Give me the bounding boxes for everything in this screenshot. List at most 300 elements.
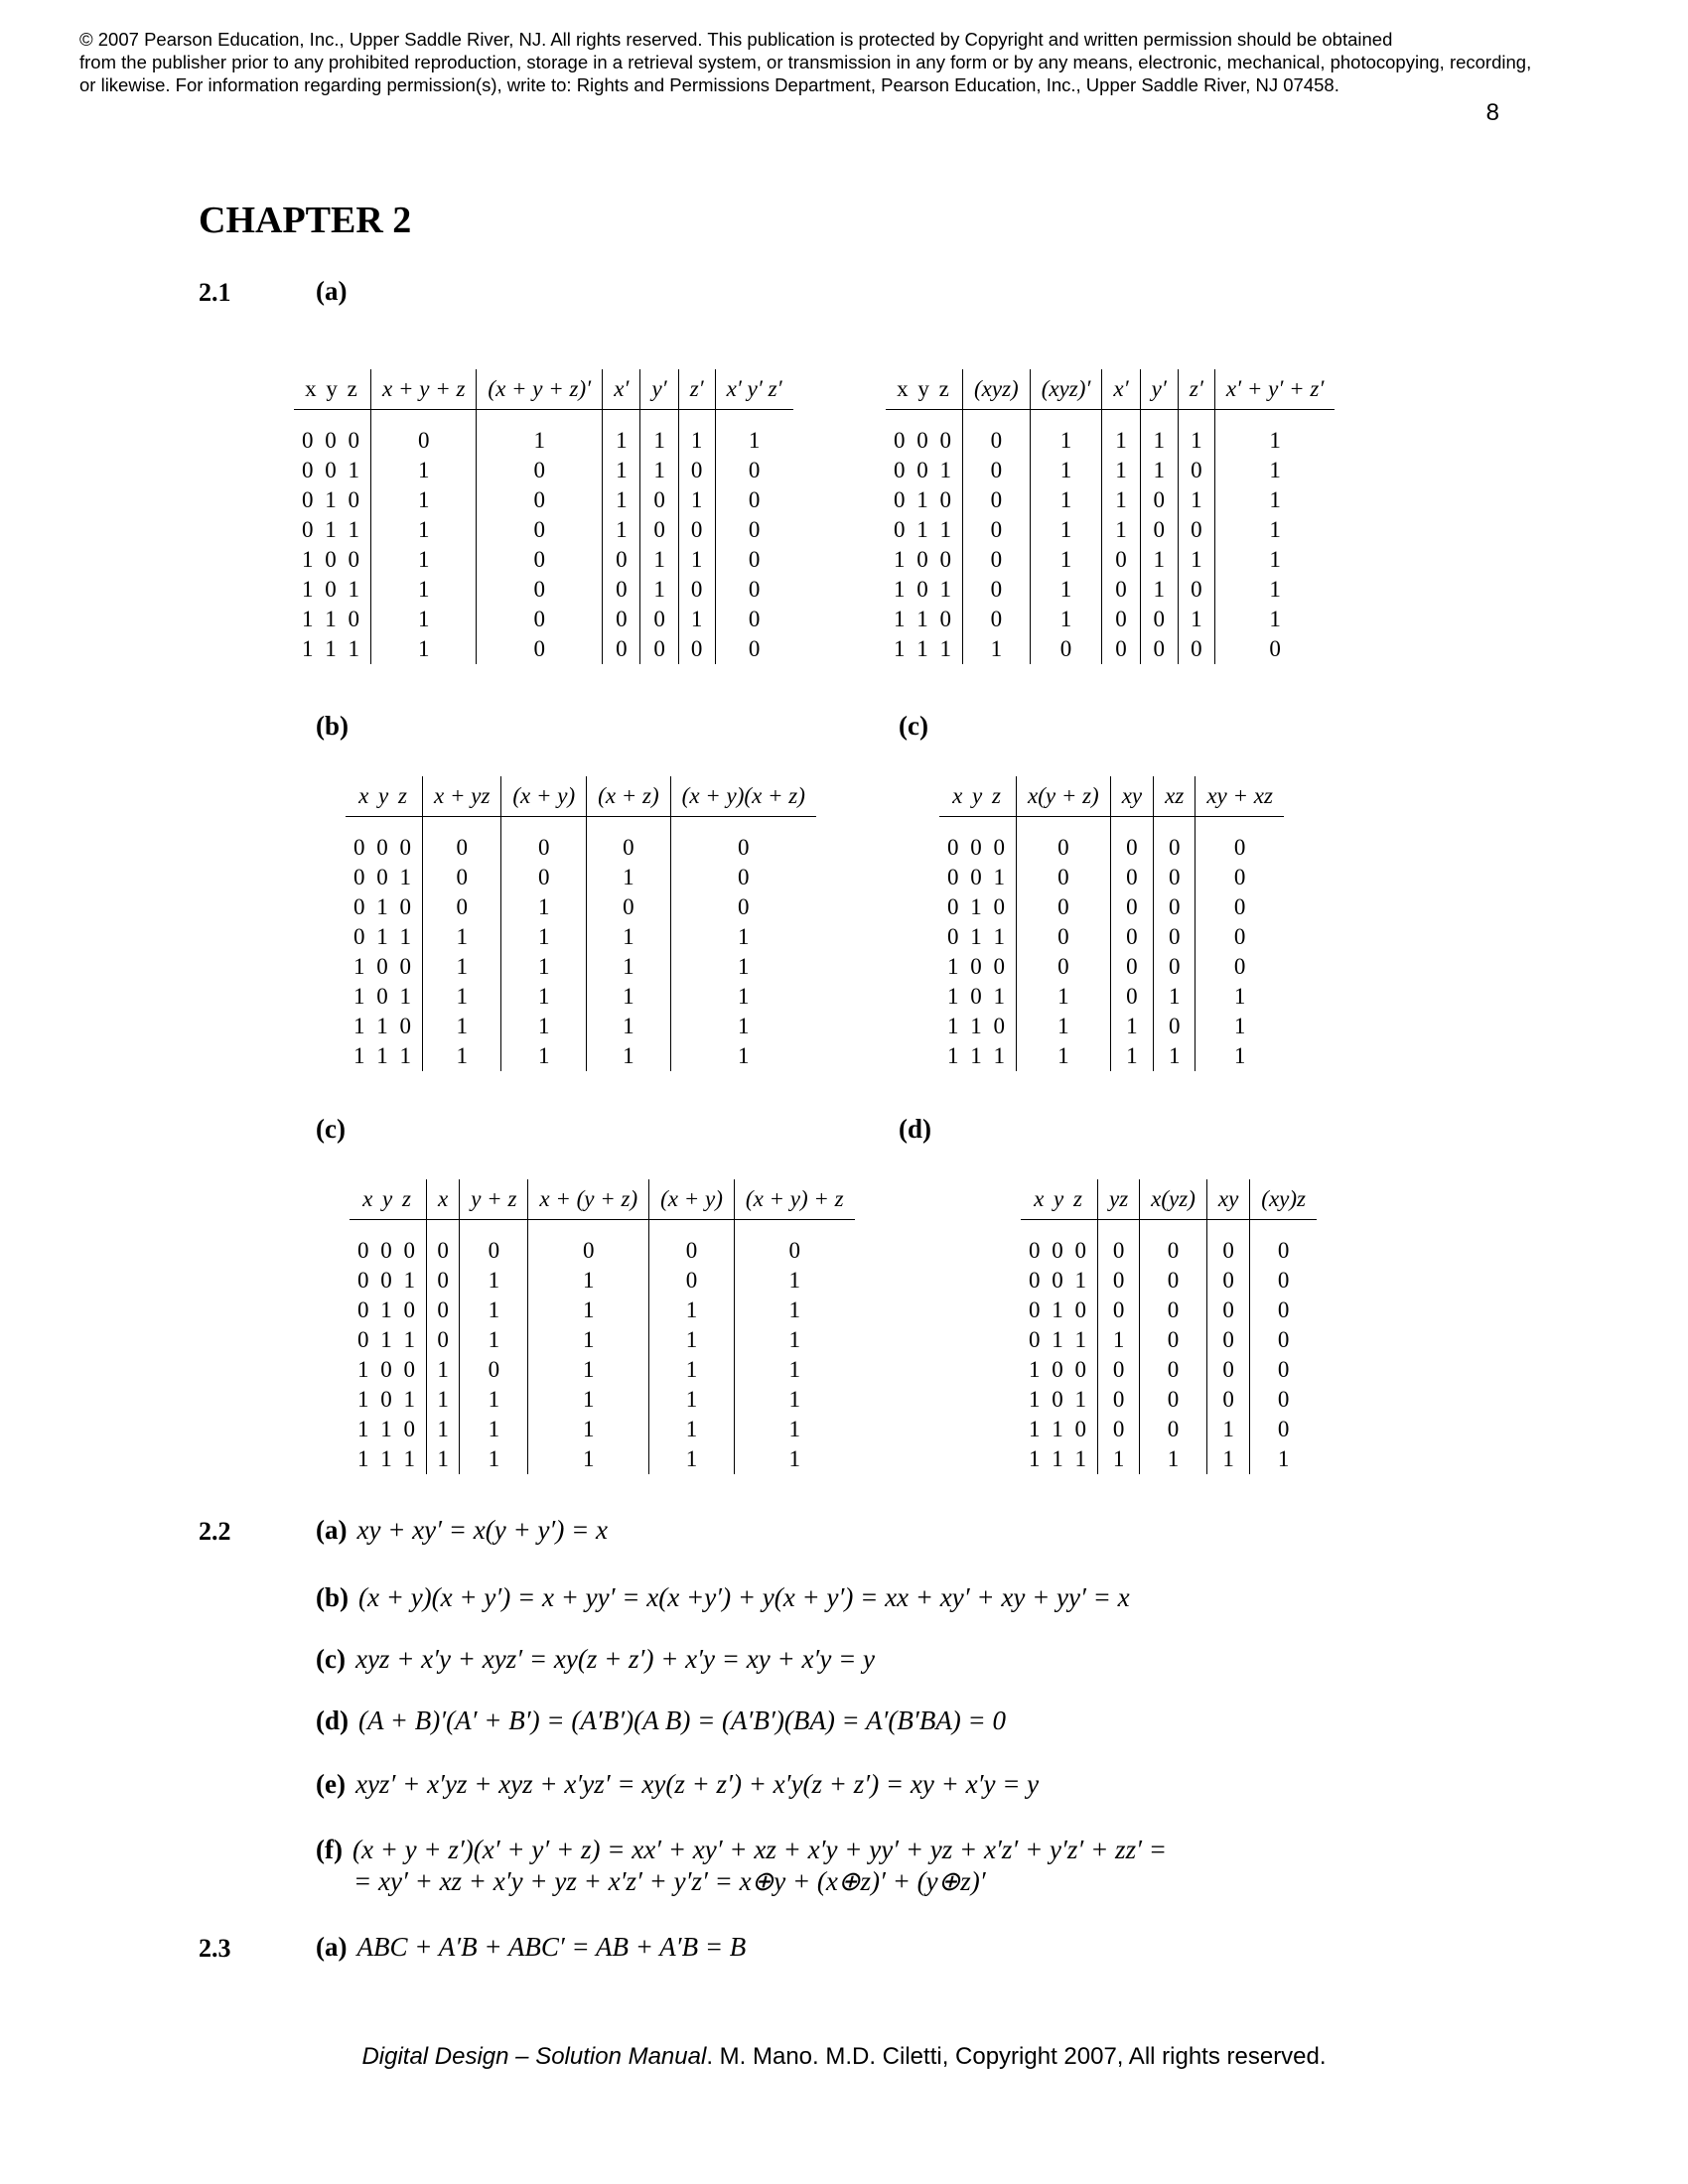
truth-value-cell: 1 <box>963 634 1031 664</box>
truth-value-cell: 1 <box>738 984 750 1009</box>
truth-value-cell: 1 <box>649 1385 735 1415</box>
truth-value-cell: 0 <box>1206 1355 1249 1385</box>
table-row <box>350 1266 855 1296</box>
truth-value-cell: 1 <box>460 1296 528 1325</box>
spacer-cell <box>460 1220 528 1237</box>
truth-value-cell: 0 <box>738 894 750 919</box>
truth-value-cell: 1 <box>587 982 671 1012</box>
equation-expression: xy + xy′ = x(y + y′) = x <box>356 1515 609 1545</box>
equation-2-2-d <box>316 1706 1006 1736</box>
spacer-cell <box>427 1220 460 1237</box>
truth-value-cell: 0 <box>1154 922 1196 952</box>
truth-value-cell: 1 <box>1110 1012 1153 1041</box>
truth-value-cell: 1 <box>678 605 715 634</box>
column-header: x y z <box>350 1179 427 1220</box>
truth-value-cell: 1 <box>1110 1041 1153 1071</box>
column-header: x′ <box>1102 369 1140 410</box>
truth-value-cell: 1 <box>1206 1415 1249 1444</box>
equation-label: (e) <box>316 1769 346 1799</box>
truth-value-cell: 1 <box>603 456 640 485</box>
spacer-cell <box>734 1220 854 1237</box>
truth-value-cell: 1 <box>1154 1041 1196 1071</box>
truth-value-cell: 1 <box>649 1444 735 1474</box>
truth-value-cell: 0 <box>1098 1355 1140 1385</box>
equation-expression: (x + y)(x + y′) = x + yy′ = x(x +y′) + y(x + y′) = xx + xy′ + xy + yy′ = x <box>358 1582 1130 1612</box>
truth-value-cell: 1 <box>1269 577 1281 602</box>
footer-book-title: Digital Design – Solution Manual <box>361 2043 707 2070</box>
truth-value-cell: 0 <box>1102 575 1140 605</box>
truth-value-cell: 1 <box>460 1444 528 1474</box>
input-combination-cell: 1 0 1 <box>350 1385 427 1415</box>
truth-value-cell: 1 <box>649 1415 735 1444</box>
truth-value-cell: 1 <box>427 1385 460 1415</box>
spacer-cell <box>423 817 501 834</box>
truth-value-cell: 0 <box>1206 1296 1249 1325</box>
truth-value-cell: 0 <box>1178 515 1214 545</box>
table-row <box>1021 1355 1317 1385</box>
truth-value-cell: 0 <box>1178 456 1214 485</box>
truth-value-cell: 1 <box>1098 1325 1140 1355</box>
truth-value-cell: 0 <box>1206 1236 1249 1266</box>
table-row <box>1021 1236 1317 1266</box>
table-header-row <box>1021 1179 1317 1220</box>
spacer-cell <box>1110 817 1153 834</box>
table-header-row <box>939 776 1284 817</box>
table-row <box>939 982 1284 1012</box>
truth-value-cell: 1 <box>423 982 501 1012</box>
page-number: 8 <box>1485 99 1499 126</box>
column-header: x′ y′ z′ <box>715 369 792 410</box>
table-row <box>1021 1385 1317 1415</box>
spacer-cell <box>1030 410 1102 427</box>
table-row <box>886 426 1335 456</box>
truth-value-cell: 0 <box>748 577 761 602</box>
table-row <box>939 922 1284 952</box>
table-row <box>294 545 793 575</box>
table-row <box>886 515 1335 545</box>
truth-value-cell: 0 <box>1098 1385 1140 1415</box>
truth-value-cell: 0 <box>427 1296 460 1325</box>
truth-value-cell: 1 <box>1030 485 1102 515</box>
truth-value-cell: 0 <box>1098 1266 1140 1296</box>
table-row <box>1021 1415 1317 1444</box>
spacer-cell <box>346 817 423 834</box>
table-row <box>294 456 793 485</box>
truth-table-2-1-d <box>1021 1179 1317 1474</box>
column-header: (x + y) + z <box>734 1179 854 1220</box>
truth-value-cell: 1 <box>649 1296 735 1325</box>
spacer-cell <box>939 817 1017 834</box>
truth-value-cell: 0 <box>1178 634 1214 664</box>
truth-value-cell: 0 <box>477 545 603 575</box>
truth-value-cell: 1 <box>587 952 671 982</box>
truth-value-cell: 0 <box>649 1236 735 1266</box>
truth-value-cell: 0 <box>1140 1385 1207 1415</box>
truth-value-cell: 1 <box>371 456 477 485</box>
table-header-row <box>350 1179 855 1220</box>
column-header: x + y + z <box>371 369 477 410</box>
spacer-cell <box>528 1220 649 1237</box>
truth-value-cell: 1 <box>423 922 501 952</box>
truth-value-cell: 0 <box>1140 515 1178 545</box>
truth-value-cell: 1 <box>427 1355 460 1385</box>
part-label-c: (c) <box>899 711 928 741</box>
truth-value-cell: 1 <box>427 1444 460 1474</box>
table-row <box>346 1041 816 1071</box>
truth-value-cell: 0 <box>477 485 603 515</box>
table-row <box>346 863 816 892</box>
table-row <box>294 634 793 664</box>
truth-value-cell: 0 <box>963 456 1031 485</box>
truth-value-cell: 0 <box>427 1236 460 1266</box>
input-combination-cell: 1 1 1 <box>1021 1444 1098 1474</box>
input-combination-cell: 0 1 1 <box>1021 1325 1098 1355</box>
spacer-cell <box>1250 1220 1317 1237</box>
truth-value-cell: 1 <box>1178 545 1214 575</box>
input-combination-cell: 1 1 0 <box>294 605 371 634</box>
column-header: x(y + z) <box>1017 776 1111 817</box>
truth-value-cell: 0 <box>640 634 678 664</box>
truth-value-cell: 1 <box>528 1385 649 1415</box>
truth-value-cell: 1 <box>649 1355 735 1385</box>
truth-value-cell: 0 <box>738 835 750 860</box>
copyright-notice <box>79 28 1628 96</box>
truth-value-cell: 0 <box>477 634 603 664</box>
truth-value-cell: 1 <box>603 485 640 515</box>
section-number-2-3: 2.3 <box>199 1934 231 1963</box>
truth-value-cell: 0 <box>460 1236 528 1266</box>
column-header: x′ + y′ + z′ <box>1214 369 1335 410</box>
spacer-cell <box>715 410 792 427</box>
equation-2-2-b <box>316 1582 1130 1613</box>
truth-value-cell: 0 <box>963 485 1031 515</box>
table-row <box>346 952 816 982</box>
truth-value-cell: 0 <box>748 636 761 661</box>
column-header: (x + y) <box>501 776 587 817</box>
input-combination-cell: 0 1 1 <box>350 1325 427 1355</box>
truth-value-cell: 1 <box>423 952 501 982</box>
truth-value-cell: 1 <box>788 1327 801 1352</box>
table-row <box>1021 1444 1317 1474</box>
truth-value-cell: 1 <box>1030 545 1102 575</box>
truth-value-cell: 0 <box>1017 833 1111 863</box>
truth-value-cell: 1 <box>640 545 678 575</box>
truth-value-cell: 1 <box>788 1387 801 1412</box>
column-header: (x + y + z)′ <box>477 369 603 410</box>
truth-value-cell: 1 <box>501 982 587 1012</box>
input-combination-cell: 1 0 1 <box>1021 1385 1098 1415</box>
truth-value-cell: 0 <box>1140 485 1178 515</box>
spacer-cell <box>477 410 603 427</box>
table-row <box>939 863 1284 892</box>
truth-value-cell: 1 <box>371 545 477 575</box>
spacer-row <box>294 410 793 427</box>
equation-expression: = xy′ + xz + x′y + yz + x′z′ + y′z′ = x⊕y + (x⊕z)′ + (y⊕z)′ <box>353 1866 986 1896</box>
spacer-cell <box>678 410 715 427</box>
table-row <box>346 892 816 922</box>
truth-value-cell: 0 <box>1154 1012 1196 1041</box>
table-row <box>350 1236 855 1266</box>
spacer-cell <box>1140 1220 1207 1237</box>
input-combination-cell: 0 1 0 <box>294 485 371 515</box>
spacer-cell <box>1178 410 1214 427</box>
section-number-2-1: 2.1 <box>199 278 231 307</box>
spacer-cell <box>1196 817 1284 834</box>
truth-table-2-1-c <box>939 776 1284 1071</box>
truth-value-cell: 0 <box>1140 1415 1207 1444</box>
input-combination-cell: 0 1 1 <box>886 515 963 545</box>
truth-value-cell: 0 <box>1098 1415 1140 1444</box>
truth-value-cell: 1 <box>1269 487 1281 512</box>
column-header: x y z <box>294 369 371 410</box>
truth-value-cell: 0 <box>603 605 640 634</box>
spacer-cell <box>963 410 1031 427</box>
truth-value-cell: 0 <box>963 426 1031 456</box>
truth-value-cell: 0 <box>423 833 501 863</box>
table-row <box>1021 1266 1317 1296</box>
spacer-cell <box>1214 410 1335 427</box>
equation-expression: (x + y + z′)(x′ + y′ + z) = xx′ + xy′ + xz + x′y + yy′ + yz + x′z′ + y′z′ + zz′ = <box>352 1835 1167 1864</box>
truth-value-cell: 1 <box>1102 426 1140 456</box>
truth-value-cell: 1 <box>528 1296 649 1325</box>
input-combination-cell: 0 1 1 <box>294 515 371 545</box>
part-label-c: (c) <box>316 1114 346 1144</box>
truth-value-cell: 0 <box>1110 833 1153 863</box>
truth-value-cell: 1 <box>460 1266 528 1296</box>
table-row <box>886 545 1335 575</box>
spacer-cell <box>294 410 371 427</box>
truth-value-cell: 1 <box>603 515 640 545</box>
column-header: (xy)z <box>1250 1179 1317 1220</box>
part-label-b: (b) <box>316 711 349 741</box>
spacer-cell <box>886 410 963 427</box>
table-row <box>1021 1296 1317 1325</box>
truth-value-cell: 0 <box>603 545 640 575</box>
column-header: y′ <box>640 369 678 410</box>
input-combination-cell: 0 1 0 <box>886 485 963 515</box>
spacer-cell <box>1098 1220 1140 1237</box>
equation-expression: (A + B)′(A′ + B′) = (A′B′)(A B) = (A′B′)(BA) = A′(B′BA) = 0 <box>358 1706 1007 1735</box>
truth-value-cell: 0 <box>1178 575 1214 605</box>
column-header: y′ <box>1140 369 1178 410</box>
truth-value-cell: 0 <box>1140 1266 1207 1296</box>
truth-value-cell: 0 <box>1110 952 1153 982</box>
truth-value-cell: 1 <box>1030 426 1102 456</box>
table-row <box>939 892 1284 922</box>
input-combination-cell: 1 0 1 <box>346 982 423 1012</box>
truth-value-cell: 1 <box>1277 1446 1290 1471</box>
truth-value-cell: 0 <box>427 1266 460 1296</box>
equation-2-2-f <box>316 1835 1167 1865</box>
truth-value-cell: 1 <box>1102 515 1140 545</box>
truth-value-cell: 0 <box>963 515 1031 545</box>
input-combination-cell: 1 1 0 <box>350 1415 427 1444</box>
column-header: x y z <box>1021 1179 1098 1220</box>
truth-value-cell: 1 <box>423 1041 501 1071</box>
truth-value-cell: 1 <box>1140 426 1178 456</box>
input-combination-cell: 0 0 0 <box>346 833 423 863</box>
column-header: z′ <box>1178 369 1214 410</box>
truth-value-cell: 1 <box>1017 1012 1111 1041</box>
spacer-cell <box>670 817 816 834</box>
input-combination-cell: 1 1 1 <box>350 1444 427 1474</box>
truth-value-cell: 0 <box>1154 892 1196 922</box>
truth-value-cell: 0 <box>371 426 477 456</box>
truth-value-cell: 1 <box>1140 1444 1207 1474</box>
truth-value-cell: 1 <box>1030 575 1102 605</box>
truth-value-cell: 1 <box>748 428 761 453</box>
truth-value-cell: 0 <box>738 865 750 889</box>
table-row <box>294 485 793 515</box>
column-header: x y z <box>346 776 423 817</box>
truth-value-cell: 1 <box>587 863 671 892</box>
truth-value-cell: 0 <box>1277 1357 1290 1382</box>
truth-value-cell: 0 <box>1140 1355 1207 1385</box>
spacer-cell <box>1206 1220 1249 1237</box>
truth-value-cell: 0 <box>427 1325 460 1355</box>
equation-expression: ABC + A′B + ABC′ = AB + A′B = B <box>356 1932 747 1962</box>
truth-value-cell: 1 <box>788 1297 801 1322</box>
truth-value-cell: 1 <box>1269 458 1281 482</box>
truth-value-cell: 0 <box>1098 1236 1140 1266</box>
truth-value-cell: 1 <box>640 426 678 456</box>
truth-value-cell: 1 <box>1030 456 1102 485</box>
footer-credits: . M. Mano. M.D. Ciletti, Copyright 2007, All rights reserved. <box>706 2043 1327 2070</box>
column-header: x′ <box>603 369 640 410</box>
truth-value-cell: 1 <box>1030 515 1102 545</box>
truth-value-cell: 1 <box>1140 456 1178 485</box>
column-header: (x + y)(x + z) <box>670 776 816 817</box>
spacer-cell <box>603 410 640 427</box>
table-row <box>294 605 793 634</box>
truth-value-cell: 0 <box>1277 1297 1290 1322</box>
equation-2-3-a <box>316 1932 746 1963</box>
truth-value-cell: 1 <box>1269 428 1281 453</box>
truth-value-cell: 1 <box>738 1014 750 1038</box>
truth-value-cell: 0 <box>748 547 761 572</box>
input-combination-cell: 0 1 0 <box>350 1296 427 1325</box>
truth-value-cell: 1 <box>501 1012 587 1041</box>
input-combination-cell: 1 0 0 <box>1021 1355 1098 1385</box>
input-combination-cell: 0 1 1 <box>939 922 1017 952</box>
truth-value-cell: 1 <box>1017 982 1111 1012</box>
truth-value-cell: 1 <box>528 1325 649 1355</box>
truth-value-cell: 1 <box>477 426 603 456</box>
equation-expression: xyz + x′y + xyz′ = xy(z + z′) + x′y = xy + x′y = y <box>354 1644 876 1674</box>
input-combination-cell: 0 0 0 <box>886 426 963 456</box>
truth-value-cell: 1 <box>587 1041 671 1071</box>
truth-value-cell: 1 <box>1154 982 1196 1012</box>
truth-value-cell: 1 <box>678 426 715 456</box>
truth-value-cell: 1 <box>1178 426 1214 456</box>
spacer-cell <box>587 817 671 834</box>
input-combination-cell: 1 0 0 <box>886 545 963 575</box>
table-row <box>350 1385 855 1415</box>
spacer-cell <box>371 410 477 427</box>
input-combination-cell: 1 1 1 <box>294 634 371 664</box>
table-row <box>350 1325 855 1355</box>
truth-value-cell: 1 <box>649 1325 735 1355</box>
truth-value-cell: 1 <box>678 545 715 575</box>
truth-value-cell: 1 <box>423 1012 501 1041</box>
truth-value-cell: 0 <box>1017 892 1111 922</box>
truth-value-cell: 1 <box>738 1043 750 1068</box>
column-header: x <box>427 1179 460 1220</box>
column-header: xz <box>1154 776 1196 817</box>
truth-value-cell: 0 <box>748 517 761 542</box>
truth-table-2-1-c-second <box>350 1179 855 1474</box>
truth-value-cell: 0 <box>640 605 678 634</box>
input-combination-cell: 0 1 0 <box>939 892 1017 922</box>
truth-value-cell: 0 <box>1277 1268 1290 1293</box>
column-header: xy + xz <box>1196 776 1284 817</box>
truth-value-cell: 0 <box>963 575 1031 605</box>
column-header: x y z <box>939 776 1017 817</box>
input-combination-cell: 0 0 1 <box>1021 1266 1098 1296</box>
truth-value-cell: 1 <box>460 1415 528 1444</box>
truth-value-cell: 0 <box>1140 1325 1207 1355</box>
truth-value-cell: 1 <box>528 1444 649 1474</box>
truth-value-cell: 0 <box>501 833 587 863</box>
truth-value-cell: 0 <box>1277 1327 1290 1352</box>
truth-value-cell: 0 <box>1102 605 1140 634</box>
truth-value-cell: 1 <box>1233 1043 1246 1068</box>
spacer-cell <box>1017 817 1111 834</box>
input-combination-cell: 1 1 0 <box>346 1012 423 1041</box>
column-header: y + z <box>460 1179 528 1220</box>
table-row <box>886 485 1335 515</box>
truth-value-cell: 0 <box>477 575 603 605</box>
truth-value-cell: 0 <box>788 1238 801 1263</box>
truth-value-cell: 1 <box>460 1385 528 1415</box>
column-header: xy <box>1110 776 1153 817</box>
table-row <box>346 982 816 1012</box>
table-row <box>350 1415 855 1444</box>
truth-table-2-1-b <box>346 776 816 1071</box>
equation-label: (b) <box>316 1582 349 1612</box>
truth-value-cell: 1 <box>427 1415 460 1444</box>
truth-value-cell: 0 <box>477 515 603 545</box>
input-combination-cell: 0 0 1 <box>350 1266 427 1296</box>
equation-label: (a) <box>316 1932 348 1962</box>
truth-value-cell: 0 <box>1110 922 1153 952</box>
truth-value-cell: 0 <box>1110 892 1153 922</box>
truth-value-cell: 1 <box>501 892 587 922</box>
truth-value-cell: 0 <box>587 892 671 922</box>
table-row <box>1021 1325 1317 1355</box>
spacer-row <box>346 817 816 834</box>
table-row <box>350 1355 855 1385</box>
input-combination-cell: 0 1 0 <box>346 892 423 922</box>
truth-value-cell: 1 <box>528 1266 649 1296</box>
column-header: yz <box>1098 1179 1140 1220</box>
table-row <box>939 1012 1284 1041</box>
truth-value-cell: 0 <box>1233 835 1246 860</box>
truth-value-cell: 0 <box>1206 1385 1249 1415</box>
input-combination-cell: 1 1 0 <box>939 1012 1017 1041</box>
truth-value-cell: 1 <box>371 605 477 634</box>
input-combination-cell: 1 1 1 <box>886 634 963 664</box>
input-combination-cell: 0 0 1 <box>294 456 371 485</box>
truth-value-cell: 0 <box>1017 952 1111 982</box>
truth-value-cell: 0 <box>1098 1296 1140 1325</box>
input-combination-cell: 1 1 1 <box>939 1041 1017 1071</box>
truth-value-cell: 0 <box>1140 605 1178 634</box>
column-header: x y z <box>886 369 963 410</box>
truth-value-cell: 0 <box>528 1236 649 1266</box>
truth-value-cell: 1 <box>1269 517 1281 542</box>
table-row <box>886 605 1335 634</box>
